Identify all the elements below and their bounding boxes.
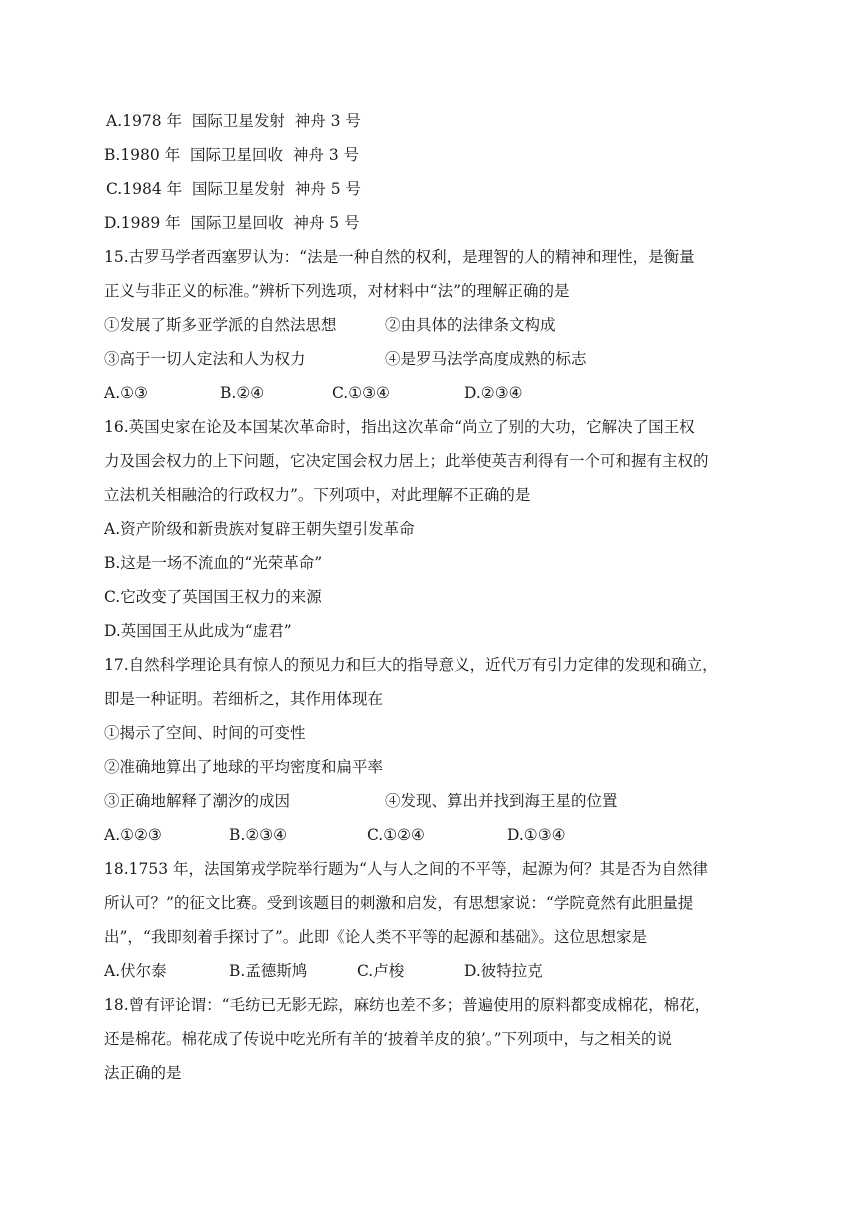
q18a-stem-line-3: 出”，“我即刻着手探讨了”。此即《论人类不平等的起源和基础》。这位思想家是	[104, 928, 648, 946]
q18a-option-b: B.孟德斯鸠	[229, 962, 308, 980]
q18b-stem-line-2: 还是棉花。棉花成了传说中吃光所有羊的‘披着羊皮的狼’。”下列项中，与之相关的说	[104, 1030, 673, 1048]
q15-option-a: A.①③	[104, 384, 148, 402]
q17-stem-line-2: 即是一种证明。若细析之，其作用体现在	[104, 690, 384, 708]
q14-option-c: C.1984 年 国际卫星发射 神舟 5 号	[106, 180, 362, 198]
q17-option-b: B.②③④	[229, 826, 288, 844]
q14-option-b: B.1980 年 国际卫星回收 神舟 3 号	[104, 146, 360, 164]
q18b-stem-line-3: 法正确的是	[104, 1064, 182, 1082]
q14-option-a: A.1978 年 国际卫星发射 神舟 3 号	[106, 112, 361, 130]
q17-stem-line-1: 17.自然科学理论具有惊人的预见力和巨大的指导意义，近代万有引力定律的发现和确立，	[104, 656, 718, 674]
q17-item-3: ③正确地解释了潮汐的成因	[104, 792, 291, 810]
q17-item-4: ④发现、算出并找到海王星的位置	[385, 792, 618, 810]
q15-item-4: ④是罗马法学高度成熟的标志	[385, 350, 587, 368]
q16-option-a: A.资产阶级和新贵族对复辟王朝失望引发革命	[104, 520, 415, 538]
q17-item-2: ②准确地算出了地球的平均密度和扁平率	[104, 758, 384, 776]
q18a-option-a: A.伏尔泰	[104, 962, 167, 980]
q15-item-2: ②由具体的法律条文构成	[385, 316, 556, 334]
q16-stem-line-2: 力及国会权力的上下问题，它决定国会权力居上；此举使英吉利得有一个可和握有主权的	[104, 452, 709, 470]
q16-stem-line-1: 16.英国史家在论及本国某次革命时，指出这次革命“尚立了别的大功，它解决了国王权	[104, 418, 695, 436]
q17-option-a: A.①②③	[104, 826, 162, 844]
q15-option-b: B.②④	[220, 384, 265, 402]
q18a-stem-line-1: 18.1753 年，法国第戎学院举行题为“人与人之间的不平等，起源为何？其是否为自然律	[104, 860, 708, 878]
q15-stem-line-1: 15.古罗马学者西塞罗认为：“法是一种自然的权利，是理智的人的精神和理性，是衡量	[104, 248, 695, 266]
q18a-option-d: D.彼特拉克	[464, 962, 543, 980]
q18a-stem-line-2: 所认可？”的征文比赛。受到该题目的刺激和启发，有思想家说：“学院竟然有此胆量提	[104, 894, 694, 912]
q17-option-d: D.①③④	[507, 826, 566, 844]
q15-option-c: C.①③④	[332, 384, 390, 402]
q16-option-d: D.英国国王从此成为“虚君”	[104, 622, 292, 640]
q15-item-1: ①发展了斯多亚学派的自然法思想	[104, 316, 337, 334]
q18b-stem-line-1: 18.曾有评论谓：“毛纺已无影无踪，麻纺也差不多；普遍使用的原料都变成棉花，棉花，	[104, 996, 711, 1014]
q17-option-c: C.①②④	[367, 826, 425, 844]
q15-option-d: D.②③④	[464, 384, 523, 402]
q16-option-c: C.它改变了英国国王权力的来源	[104, 588, 322, 606]
q17-item-1: ①揭示了空间、时间的可变性	[104, 724, 306, 742]
q15-item-3: ③高于一切人定法和人为权力	[104, 350, 306, 368]
q16-option-b: B.这是一场不流血的“光荣革命”	[104, 554, 323, 572]
q15-stem-line-2: 正义与非正义的标准。”辨析下列选项，对材料中“法”的理解正确的是	[104, 282, 570, 300]
q18a-option-c: C.卢梭	[357, 962, 405, 980]
q14-option-d: D.1989 年 国际卫星回收 神舟 5 号	[104, 214, 360, 232]
q16-stem-line-3: 立法机关相融洽的行政权力”。下列项中，对此理解不正确的是	[104, 486, 531, 504]
